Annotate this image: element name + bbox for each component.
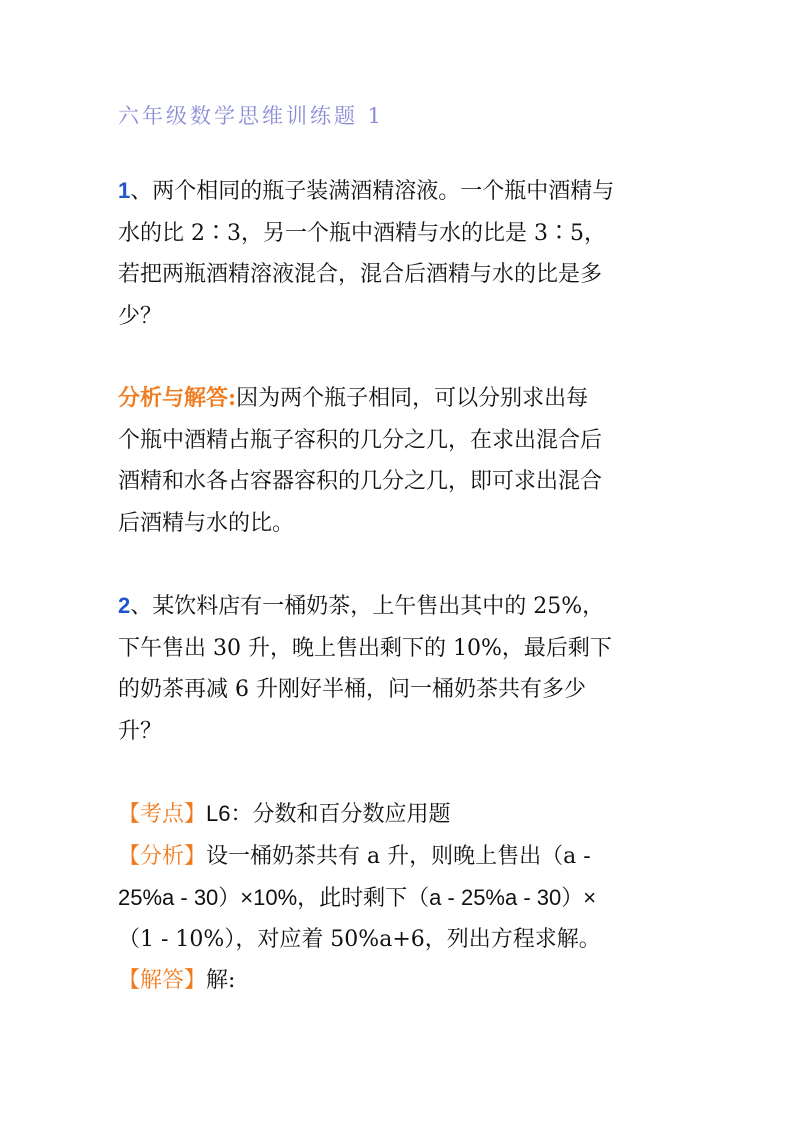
kaodian-line: [118, 793, 678, 836]
question-2-line-1: [118, 585, 678, 628]
question-2-line-3: 的奶茶再减 6 升刚好半桶，问一桶奶茶共有多少: [118, 677, 586, 702]
answer-1-line-4: 后酒精与水的比。: [118, 510, 295, 536]
answer-1-line-1: [118, 378, 678, 420]
jieda-line: [118, 960, 678, 1002]
document-page: [118, 96, 678, 1002]
question-1-line-1: [118, 170, 678, 213]
fenxi-line-1: [118, 836, 678, 878]
jieda-label: 【解答】: [118, 968, 207, 993]
question-number: 2: [118, 593, 131, 618]
solution-2: [118, 793, 678, 1002]
question-1-line-2: 水的比 2∶3，另一个瓶中酒精与水的比是 3∶5，: [118, 220, 606, 246]
question-2-line-4: 升？: [118, 718, 163, 744]
jieda-text: 解:: [206, 968, 236, 993]
fenxi-line-3: （1 - 10%），对应着 50%a+6，列出方程求解。: [118, 926, 601, 952]
answer-1-line-3: 酒精和水各占容器容积的几分之几，即可求出混合: [118, 469, 603, 494]
answer-1: [118, 378, 678, 544]
answer-text: 因为两个瓶子相同，可以分别求出每: [236, 386, 589, 411]
fenxi-label: 【分析】: [118, 843, 207, 869]
spacer: [118, 136, 678, 170]
spacer: [118, 337, 678, 378]
question-text: 某饮料店有一桶奶茶，上午售出其中的 25%，: [152, 594, 605, 619]
spacer: [118, 544, 678, 585]
document-title: 六年级数学思维训练题 1: [118, 104, 385, 128]
question-1-line-3: 若把两瓶酒精溶液混合，混合后酒精与水的比是多: [118, 262, 603, 287]
fenxi-text: 设一桶奶茶共有 a 升，则晚上售出（a -: [206, 843, 591, 869]
question-1-line-4: 少？: [118, 303, 163, 329]
question-text: 两个相同的瓶子装满酒精溶液。一个瓶中酒精与: [152, 179, 615, 204]
question-separator: 、: [130, 179, 153, 204]
question-number: 1: [118, 178, 131, 203]
question-1: [118, 170, 678, 337]
question-separator: 、: [130, 594, 153, 619]
kaodian-text: L6：分数和百分数应用题: [206, 801, 451, 826]
spacer: [118, 752, 678, 793]
answer-1-line-2: 个瓶中酒精占瓶子容积的几分之几，在求出混合后: [118, 427, 603, 453]
fenxi-line-2: 25%a - 30）×10%，此时剩下（a - 25%a - 30）×: [118, 885, 597, 910]
kaodian-label: 【考点】: [118, 802, 207, 827]
question-2: [118, 585, 678, 752]
question-2-line-2: 下午售出 30 升，晚上售出剩下的 10%，最后剩下: [118, 635, 612, 661]
answer-label: 分析与解答:: [118, 385, 237, 411]
